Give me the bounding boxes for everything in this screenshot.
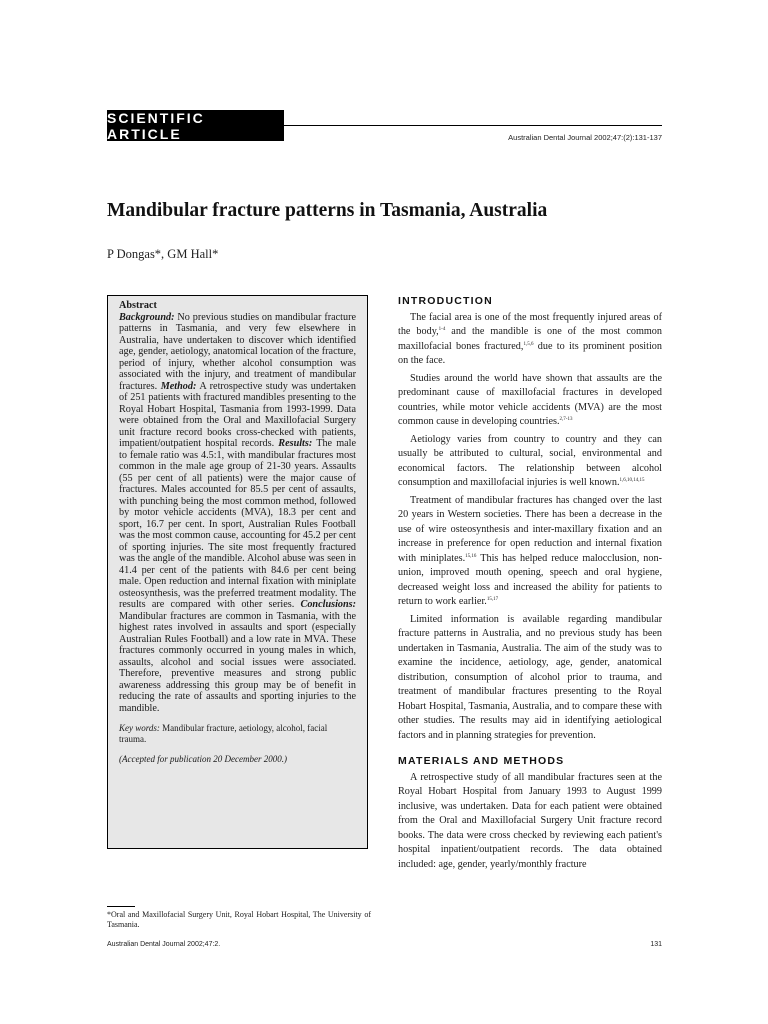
method-text: A retrospective study was undertaken of 251 patients with fractured mandibles presenting to the Royal Hobart Hospital, Tasmania from 1993-1999. Data were obtained from the Oral and Maxillofacial Surgery unit fracture record books cross-checked with patients, impatient/outpatient hospital records. [119,380,357,449]
conclusions-label: Conclusions: [300,599,357,610]
intro-paragraph-1: The facial area is one of the most frequently injured areas of the body,$^{1-4}$ and the mandible is one of the most common maxillofacial bones fractured,$^{1,5,6}$ due to its prominent position on the face. [398,311,662,366]
section-label-banner: SCIENTIFIC ARTICLE [107,110,284,141]
intro-paragraph-3: Aetiology varies from country to country and they can usually be attributed to cultural, social, environmental and economical factors. The relationship between alcohol consumption and maxillofacial injuries is well known.$^{1,6,10,14,15}$ [398,433,662,488]
page-number: 131 [650,941,662,948]
footnote-rule [107,906,135,907]
author-affiliation-footnote: *Oral and Maxillofacial Surgery Unit, Royal Hobart Hospital, The University of Tasmania. [107,910,371,929]
introduction-heading: INTRODUCTION [398,295,493,307]
abstract-heading: Abstract [119,300,157,311]
intro-paragraph-4: Treatment of mandibular fractures has changed over the last 20 years in Western societies. There has been a decrease in the use of wire osteosynthesis and inter-maxillary fixation and an increase in preference for open reduction and internal fixation with miniplates.$^{15,16}$ This has helped reduce malocclusion, non-union, improved mouth opening, speech and oral hygiene, decreased weight loss and increased the ability for patients to return to work earlier.$^{15,17}$ [398,494,662,607]
conclusions-text: Mandibular fractures are common in Tasmania, with the highest rates involved in assaults and sport (especially Australian Rules Football) and a low rate in MVA. These fractures commonly occurred in young males in which, assaults, alcohol and social issues were associated. Therefore, preventive measures and strong public awareness addressing this group may be of benefit in reducing the rate of assaults and sporting injuries to the mandible. [119,610,356,714]
citation-ref: 1,6,10,14,15 [619,478,645,483]
keywords-text: Mandibular fracture, aetiology, alcohol, facial trauma. [119,723,328,744]
citation-ref: 1,5,6 [523,341,534,347]
keywords [119,723,356,745]
intro-paragraph-2: Studies around the world have shown that assaults are the predominant cause of maxillofacial fractures in developed countries, while motor vehicle accidents (MVA) are the most common cause in developing countries.$^{2,7-13}$ [398,372,662,427]
citation-ref: 15,16 [465,553,477,559]
citation-ref: 1-4 [438,327,446,332]
main-text-column [398,294,662,875]
accepted-date: (Accepted for publication 20 December 2000.) [119,754,287,764]
background-text: No previous studies on mandibular fracture patterns in Tasmania, and very few elsewhere in Australia, have undertaken to discover which identified age, gender, aetiology, anatomical location of the fracture, period of injury, whether alcohol consumption was associated with the injury, and treatment of mandibular fractures. [119,311,356,392]
citation-ref: 2,7-13 [559,417,573,422]
intro-paragraph-5: Limited information is available regarding mandibular fracture patterns in Australia, and no previous study has been undertaken in Tasmania, Australia. The aim of the study was to examine the incidence, aetiology, age, gender, anatomical distribution, consumption of alcohol prior to trauma, and treatment of mandibular fractures presenting to the Royal Hobart Hospital, Tasmania, Australia, and to compare these with other studies. The results may aid in identifying aetiological factors and in planning strategies for prevention. [398,613,662,741]
methods-heading: MATERIALS AND METHODS [398,755,565,767]
header-rule [284,125,662,126]
keywords-label: Key words: [119,723,160,733]
article-authors: P Dongas*, GM Hall* [107,247,219,261]
methods-paragraph-1: A retrospective study of all mandibular fractures seen at the Royal Hobart Hospital from January 1993 to August 1999 inclusive, was undertaken. Data for each patient were obtained from the Oral and Maxillofacial Surgery Unit fracture record books. The data were cross checked by reviewing each patient's hospital inpatient/outpatient records. The data obtained included: age, gender, yearly/monthly fracture [398,771,662,870]
article-title: Mandibular fracture patterns in Tasmania, Australia [107,200,548,221]
footer-journal: Australian Dental Journal 2002;47:2. [107,941,221,948]
method-label: Method: [160,380,197,392]
abstract-box [107,295,368,849]
results-label: Results: [278,438,313,449]
background-label: Background: [119,311,175,323]
results-text: The male to female ratio was 4.5:1, with mandibular fractures most common in the male age group of 21-30 years. Assaults (55 per cent of all patients) were the major cause of fractures. Males accounted for 85.5 per cent of assaults, with punching being the most common method, followed by motor vehicle accidents (MVA), 18.3 per cent and sport, 16.7 per cent. In sport, Australian Rules Football was the most common cause, accounting for 45.2 per cent of sporting injuries. The site most frequently fractured was the angle of the mandible. Alcohol abuse was seen in 41.4 per cent of the patients with 84.6 per cent being male. Open reduction and internal fixation with miniplate osteosynthesis, was the preferred treatment modality. The results are compared with other series. [119,438,356,610]
citation-ref: 15,17 [486,597,499,602]
journal-citation: Australian Dental Journal 2002;47:(2):131-137 [508,133,662,142]
